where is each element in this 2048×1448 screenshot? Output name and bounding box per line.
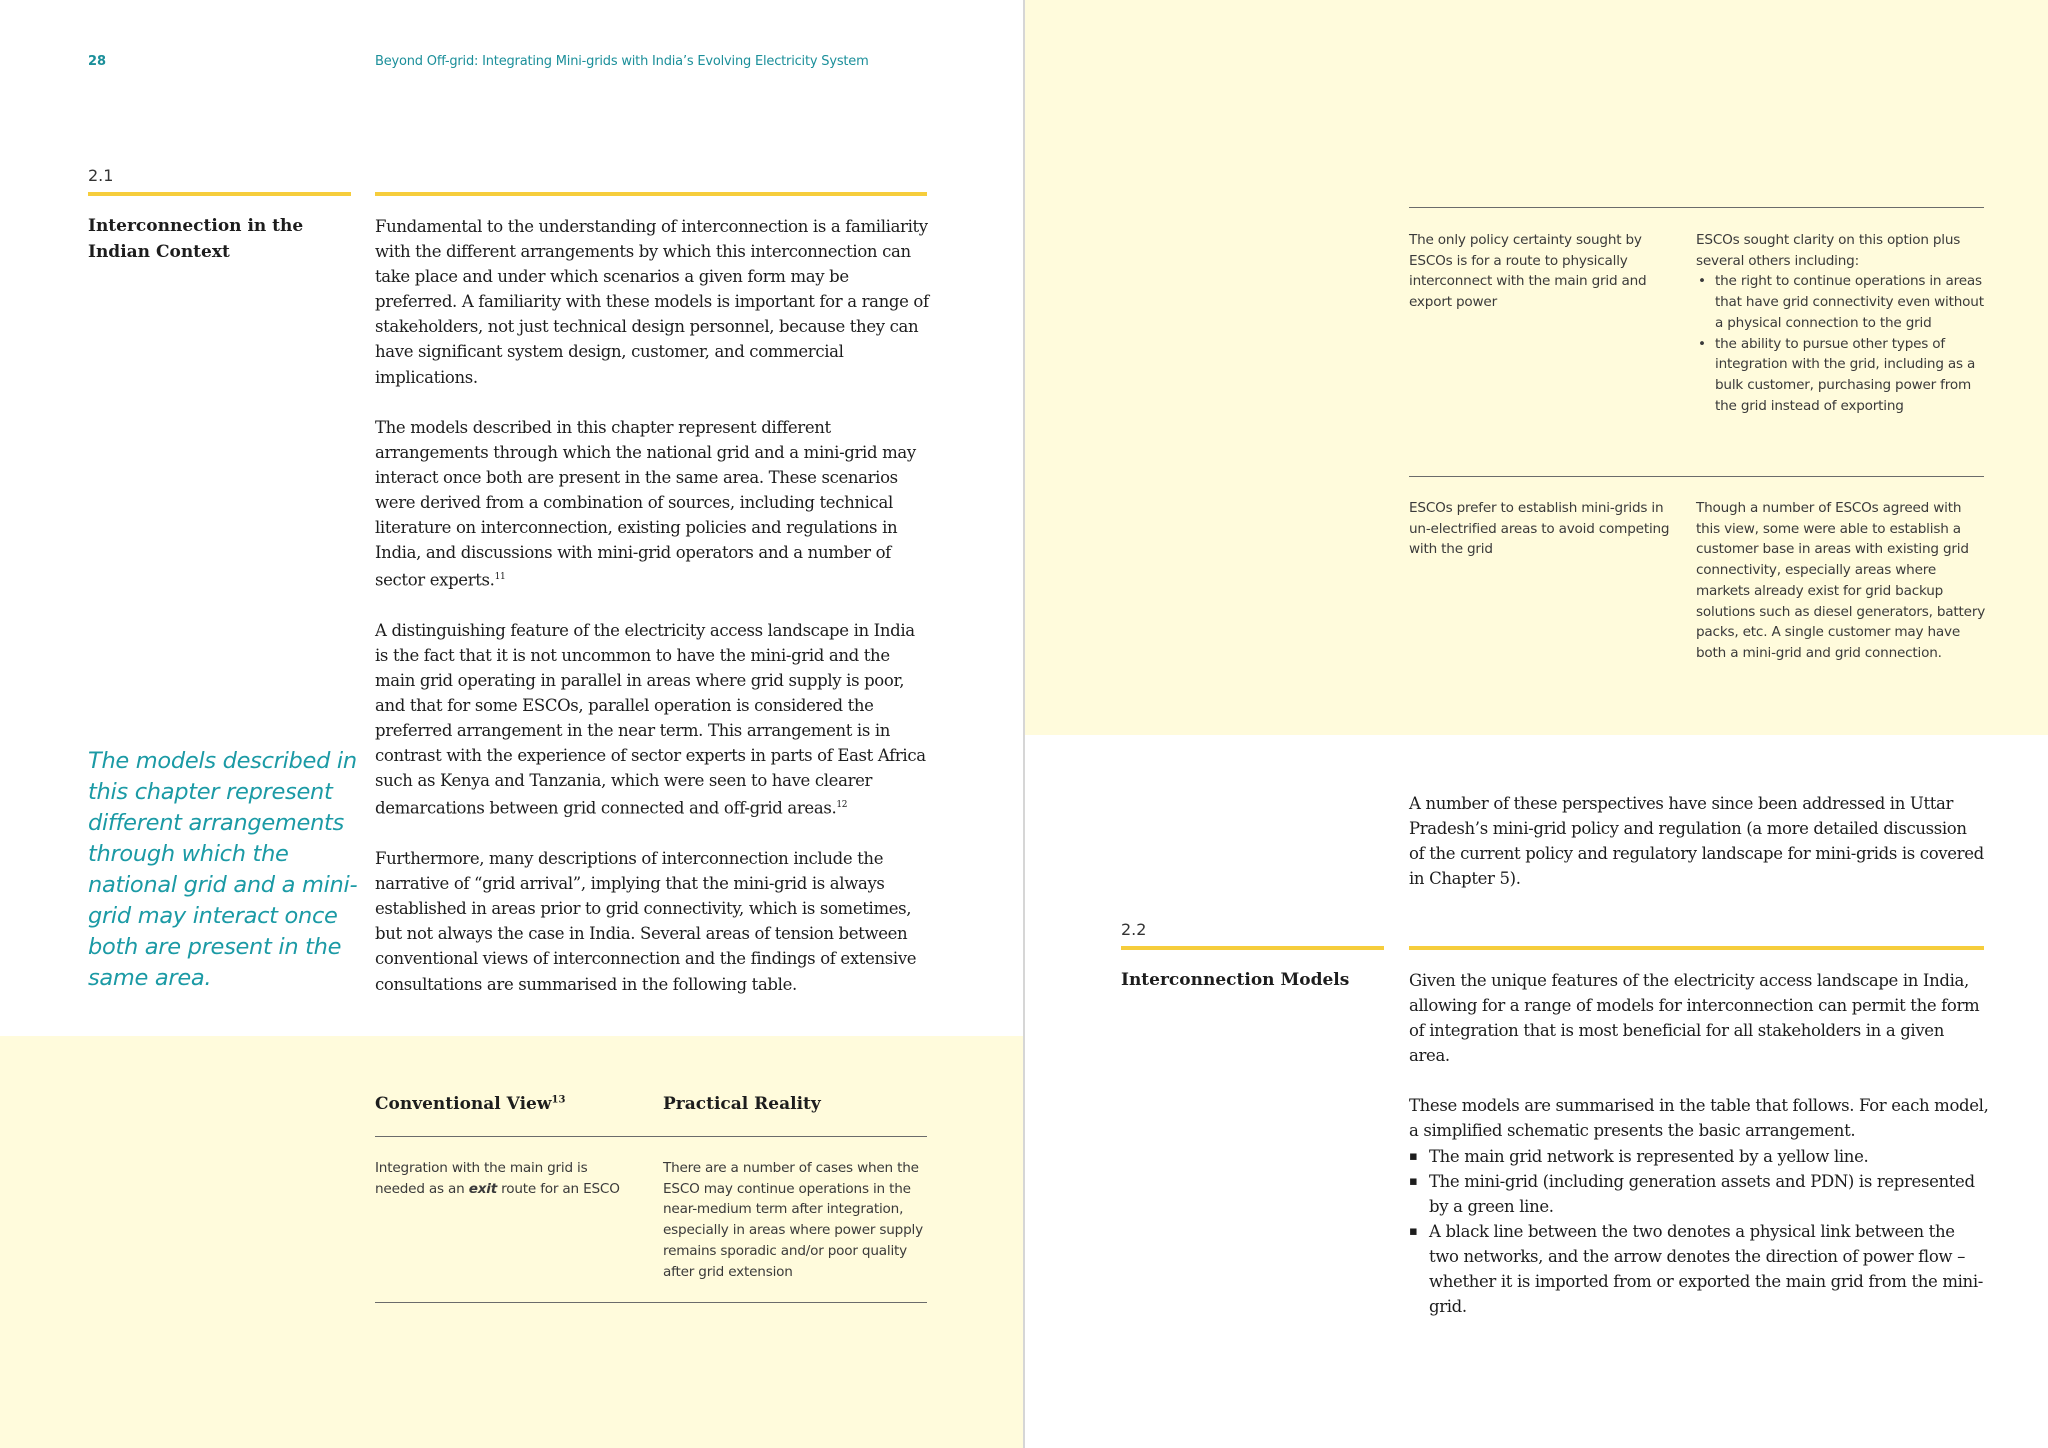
footnote-ref-11: 11 (494, 572, 506, 583)
section-title-line1: Interconnection in the (88, 216, 304, 236)
table-cell-row3-reality: Though a number of ESCOs agreed with this view, some were able to establish a customer base in areas with existing grid connectivity, especially areas where markets already exist for grid backup solutions such as diesel generators, battery packs, etc. A single customer may have both a mini-grid and grid connection. (1696, 500, 1986, 661)
paragraph-2-text: The models described in this chapter represent different arrangements through which the national grid and a mini-grid may interact once both are present in the same area. These scenarios were derived from a combination of sources, including technical literature on interconnection, existing policies and regulations in India, and discussions with mini-grid operators and a number of sector experts. (375, 417, 916, 590)
list-item: ▪ The mini-grid (including generation assets and PDN) is represented by a green line. (1409, 1169, 1989, 1219)
section-title-line2: Indian Context (88, 242, 230, 262)
table-cell-row3-conventional: ESCOs prefer to establish mini-grids in un-electrified areas to avoid competing with the grid (1409, 500, 1670, 558)
paragraph-2: These models are summarised in the table that follows. For each model, a simplified schematic presents the basic arrangement. (1409, 1096, 1989, 1141)
footnote-ref-12: 12 (836, 800, 848, 811)
section-rule-right (375, 192, 927, 196)
legend-bullets (1409, 1144, 1989, 1320)
list-item: ▪ A black line between the two denotes a physical link between the two networks, and the arrow denotes the direction of power flow – whether it is imported from or exported the main grid from the mini-grid. (1409, 1219, 1989, 1319)
table-row2-rule (1409, 476, 1984, 477)
table-cell-row2-reality (1696, 230, 1986, 416)
paragraph-2 (375, 415, 929, 593)
table-header-conventional-view: Conventional View$^{13}$ (375, 1094, 566, 1114)
section-2-2-body (1409, 968, 1989, 1319)
page-number: 28 (88, 54, 107, 69)
section-rule-left (88, 192, 351, 196)
body-text (375, 214, 929, 1022)
section-number: 2.1 (88, 166, 114, 185)
paragraph-3 (375, 618, 929, 821)
list-item: • the right to continue operations in areas that have grid connectivity even without a physical connection to the grid (1696, 271, 1986, 333)
running-title: Beyond Off-grid: Integrating Mini-grids with India’s Evolving Electricity System (375, 54, 869, 69)
table-header-practical-reality: Practical Reality (663, 1094, 821, 1114)
section-rule-left-2-2 (1121, 946, 1384, 950)
table-cell-row2-conventional: The only policy certainty sought by ESCOs is for a route to physically interconnect with the main grid and export power (1409, 232, 1647, 311)
section-rule-right-2-2 (1409, 946, 1984, 950)
paragraph-3-text: A distinguishing feature of the electricity access landscape in India is the fact that it is not uncommon to have the mini-grid and the main grid operating in parallel in areas where grid supply is poor, and that for some ESCOs, parallel operation is considered the preferred arrangement in the near term. This arrangement is in contrast with the experience of sector experts in parts of East Africa such as Kenya and Tanzania, which were seen to have clearer demarcations between grid connected and off-grid areas. (375, 620, 926, 818)
footnote-ref-13: 13 (551, 1094, 566, 1106)
section-number-2-2: 2.2 (1121, 920, 1147, 939)
table-cell-row1-conventional: Integration with the main grid is needed as an exit route for an ESCO (375, 1160, 620, 1197)
table-header-rule (375, 1136, 927, 1137)
row2-reality-bullets (1696, 271, 1986, 416)
intro-paragraph: A number of these perspectives have since been addressed in Uttar Pradesh’s mini-grid policy and regulation (a more detailed discussion of the current policy and regulatory landscape for mini-grids is covered in Chapter 5). (1409, 794, 1984, 889)
paragraph-1: Given the unique features of the electricity access landscape in India, allowing for a range of models for interconnection can permit the form of integration that is most beneficial for all stakeholders in a given area. (1409, 971, 1980, 1066)
table-row1-rule (375, 1302, 927, 1303)
table-cell-row1-reality: There are a number of cases when the ESCO may continue operations in the near-medium term after integration, especially in areas where power supply remains sporadic and/or poor quality after grid extension (663, 1160, 923, 1280)
emphasis-exit: exit (468, 1180, 498, 1197)
paragraph-1: Fundamental to the understanding of interconnection is a familiarity with the different arrangements by which this interconnection can take place and under which scenarios a given form may be preferred. A familiarity with these models is important for a range of stakeholders, not just technical design personnel, because they can have significant system design, customer, and commercial implications. (375, 217, 929, 387)
left-page (0, 0, 1023, 1448)
row2-reality-intro: ESCOs sought clarity on this option plus several others including: (1696, 232, 1961, 269)
paragraph-4: Furthermore, many descriptions of interconnection include the narrative of “grid arrival”, implying that the mini-grid is always established in areas prior to grid connectivity, which is sometimes, but not always the case in India. Several areas of tension between conventional views of interconnection and the findings of extensive consultations are summarised in the following table. (375, 849, 917, 994)
section-title-2-2: Interconnection Models (1121, 970, 1350, 990)
list-item: • the ability to pursue other types of integration with the grid, including as a bulk customer, purchasing power from the grid instead of exporting (1696, 334, 1986, 417)
right-page (1025, 0, 2048, 1448)
table-top-rule (1409, 207, 1984, 208)
list-item: ▪ The main grid network is represented by a yellow line. (1409, 1144, 1989, 1169)
pull-quote: The models described in this chapter represent different arrangements through which the national grid and a mini-grid may interact once both are present in the same area. (88, 748, 358, 991)
section-title (88, 213, 358, 265)
